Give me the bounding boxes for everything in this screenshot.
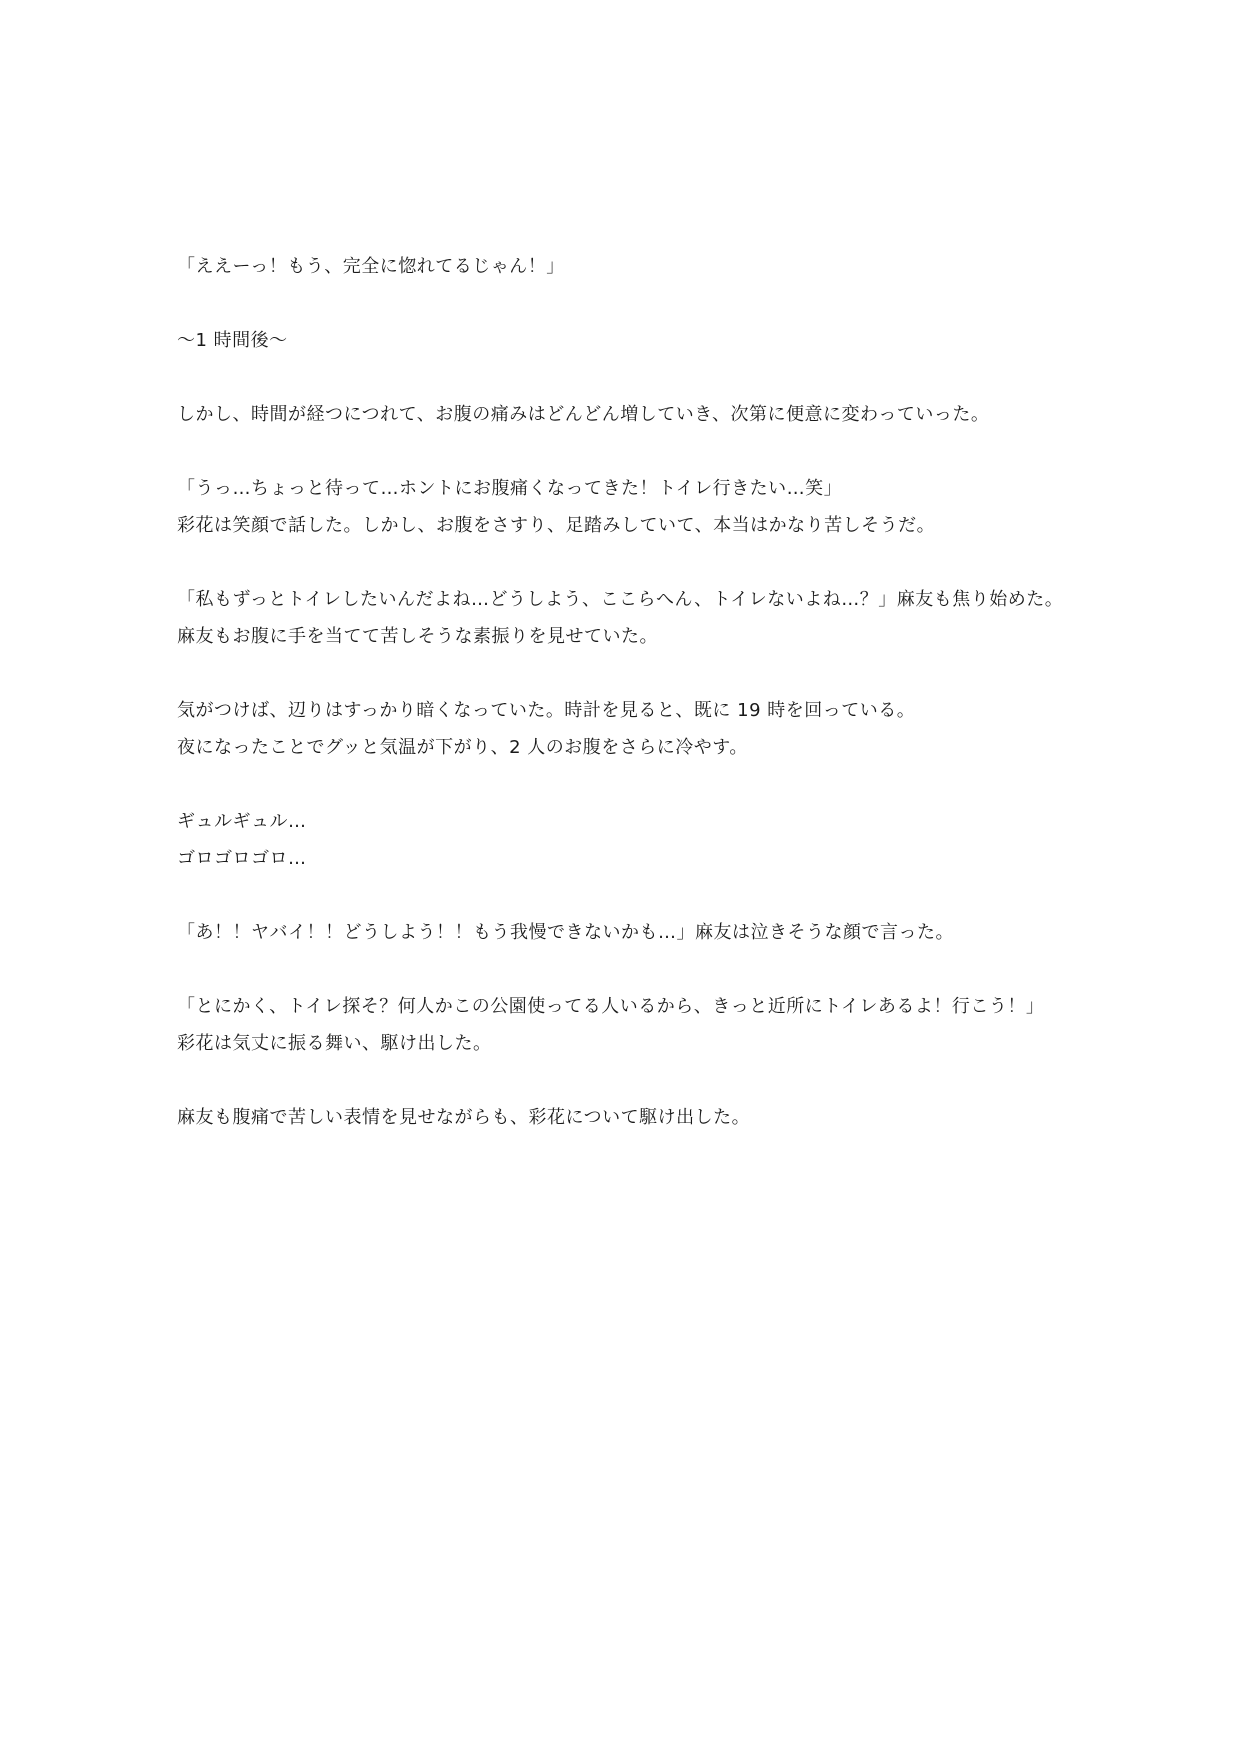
narration-line: 麻友もお腹に手を当てて苦しそうな素振りを見せていた。: [177, 626, 658, 647]
narration-line: しかし、時間が経つにつれて、お腹の痛みはどんどん増していき、次第に便意に変わっていった。: [177, 404, 990, 425]
blank-line: [177, 544, 1177, 581]
scene-break: ～1 時間後～: [177, 330, 288, 351]
dialogue-line: 「うっ…ちょっと待って…ホントにお腹痛くなってきた！トイレ行きたい…笑」: [177, 478, 843, 499]
blank-line: [177, 285, 1177, 322]
dialogue-line: 「とにかく、トイレ探そ？何人かこの公園使ってる人いるから、きっと近所にトイレあるよ！行こう！」: [177, 996, 1045, 1017]
blank-line: [177, 655, 1177, 692]
blank-line: [177, 951, 1177, 988]
narration-line: 彩花は笑顔で話した。しかし、お腹をさすり、足踏みしていて、本当はかなり苦しそうだ。: [177, 515, 936, 536]
document-body: [177, 248, 1177, 1136]
narration-line: 気がつけば、辺りはすっかり暗くなっていた。時計を見ると、既に 19 時を回っている。: [177, 700, 916, 721]
blank-line: [177, 877, 1177, 914]
sound-effect-line: ゴロゴロゴロ…: [177, 848, 307, 869]
blank-line: [177, 766, 1177, 803]
dialogue-line: 「私もずっとトイレしたいんだよね…どうしよう、ここらへん、トイレないよね…？」麻友も焦り始めた。: [177, 589, 1064, 610]
dialogue-line: 「あ！！ヤバイ！！どうしよう！！もう我慢できないかも…」麻友は泣きそうな顔で言った。: [177, 922, 954, 943]
narration-line: 夜になったことでグッと気温が下がり、2 人のお腹をさらに冷やす。: [177, 737, 748, 758]
narration-line: 彩花は気丈に振る舞い、駆け出した。: [177, 1033, 492, 1054]
dialogue-line: 「ええーっ！もう、完全に惚れてるじゃん！」: [177, 256, 565, 277]
sound-effect-line: ギュルギュル…: [177, 811, 307, 832]
blank-line: [177, 359, 1177, 396]
narration-line: 麻友も腹痛で苦しい表情を見せながらも、彩花について駆け出した。: [177, 1107, 751, 1128]
blank-line: [177, 1062, 1177, 1099]
blank-line: [177, 433, 1177, 470]
